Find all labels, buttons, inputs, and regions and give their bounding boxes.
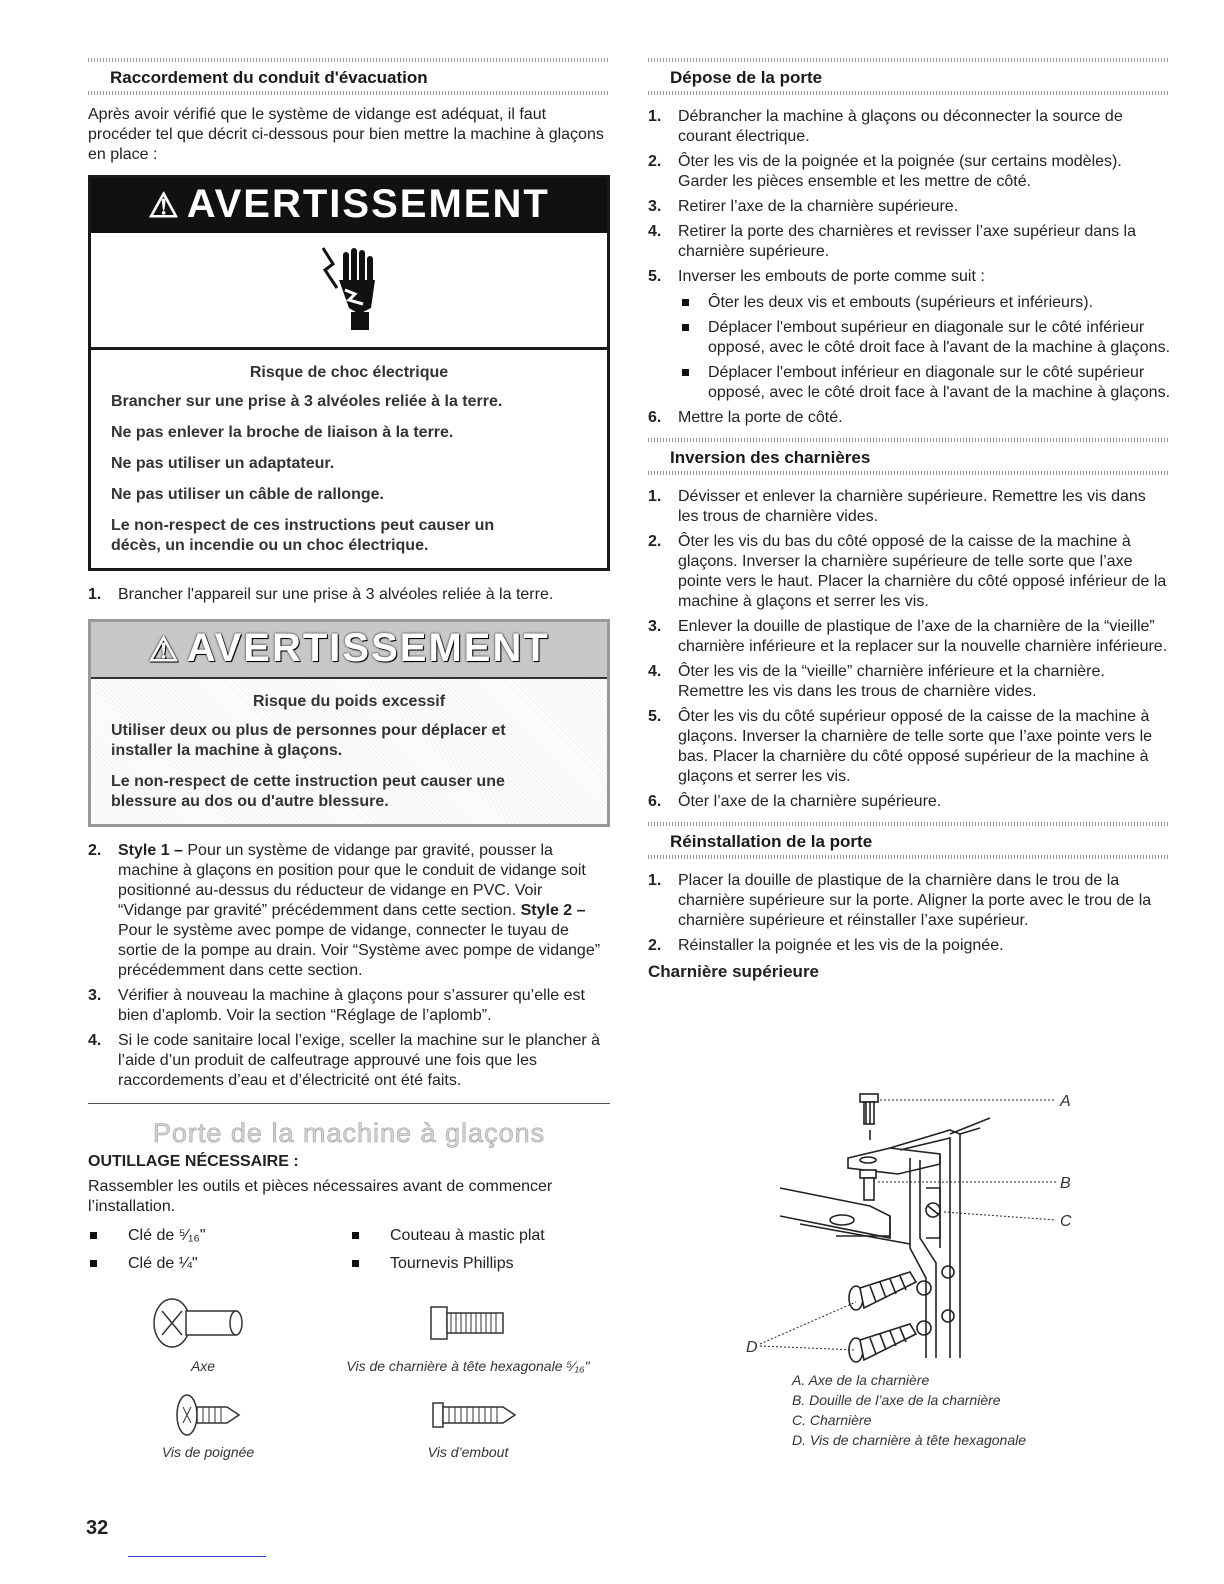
- warning-line: Le non-respect de cette instruction peut causer une blessure au dos ou d'autre blessure.: [111, 773, 505, 810]
- warning-weight: [88, 619, 610, 827]
- part-axe: Axe: [148, 1293, 258, 1374]
- divider: [88, 1103, 610, 1104]
- depose-step: 6. Mettre la porte de côté.: [648, 409, 843, 426]
- intro-paragraph: Après avoir vérifié que le système de vidange est adéquat, il faut procéder tel que décrit ci-dessous pour bien mettre la machine à glaçons en place :: [88, 106, 604, 163]
- legend-item: A. Axe de la charnière: [792, 1372, 930, 1388]
- inversion-step: 6. Ôter l’axe de la charnière supérieure.: [648, 793, 942, 810]
- electric-shock-icon: [91, 233, 607, 350]
- legend-item: B. Douille de l’axe de la charnière: [792, 1392, 1001, 1408]
- depose-substep: Déplacer l'embout inférieur en diagonale sur le côté supérieur opposé, avec le côté droit face à l'avant de la machine à glaçons.: [678, 363, 1170, 403]
- depose-step: 4. Retirer la porte des charnières et revisser l’axe supérieur dans la charnière supérieure.: [648, 223, 1136, 260]
- tool-item: Clé de ¼": [88, 1255, 350, 1273]
- figure-label-d: D: [746, 1339, 758, 1356]
- tools-intro: Rassembler les outils et pièces nécessaires avant de commencer l’installation.: [88, 1178, 553, 1215]
- warning-header: ⚠ AVERTISSEMENT: [91, 178, 607, 233]
- inversion-step: 5. Ôter les vis du côté supérieur opposé de la caisse de la machine à glaçons. Inverser la charnière de telle sorte que l’axe pointe vers le bas. Placer la charnière du côté opposé supérieur de la machine à glaçons et serrer les vis.: [648, 708, 1153, 785]
- step-3: 3. Vérifier à nouveau la machine à glaçons pour s’assurer qu’elle est bien d’aplomb. Voir la section “Réglage de l’aplomb”.: [88, 987, 585, 1024]
- legend-item: D. Vis de charnière à tête hexagonale: [792, 1432, 1027, 1448]
- tool-item: Tournevis Phillips: [350, 1255, 610, 1273]
- figure-legend: [792, 1370, 1026, 1450]
- warning-line: Utiliser deux ou plus de personnes pour déplacer et installer la machine à glaçons.: [111, 722, 506, 759]
- inversion-step: 4. Ôter les vis de la “vieille” charnière inférieure et la charnière. Remettre les vis dans les trous de charnière vides.: [648, 663, 1105, 700]
- part-hex-screw: Vis de charnière à tête hexagonale ⁵⁄₁₆": [318, 1293, 618, 1374]
- legend-item: C. Charnière: [792, 1412, 872, 1428]
- warning-line: Ne pas enlever la broche de liaison à la terre.: [111, 424, 454, 441]
- tools-list: [88, 1227, 610, 1273]
- inversion-step: 3. Enlever la douille de plastique de l’axe de la charnière de la “vieille” charnière inférieure et la replacer sur la nouvelle charnière inférieure.: [648, 618, 1168, 655]
- warning-line: Brancher sur une prise à 3 alvéoles reliée à la terre.: [111, 393, 503, 410]
- warning-subtitle: Risque de choc électrique: [249, 364, 449, 381]
- section-title-inversion: Inversion des charnières: [648, 438, 1170, 475]
- tool-item: Couteau à mastic plat: [350, 1227, 610, 1245]
- handle-screw-icon: [153, 1389, 263, 1441]
- step-4: 4. Si le code sanitaire local l’exige, sceller la machine sur le plancher à l’aide d’un produit de calfeutrage approuvé une fois que les raccordements d’eau et d’électricité ont été faits.: [88, 1032, 601, 1089]
- depose-step: 5. Inverser les embouts de porte comme suit : Ôter les deux vis et embouts (supérieurs et inférieurs). Déplacer l'embout supérieur en diagonale sur le côté inférieur opposé, avec le côté droit face à l'avant de la machine à glaçons. Déplacer l'embout inférieur en diagonale sur le côté supérieur opposé, avec le côté droit face à l'avant de la machine à glaçons.: [648, 268, 1171, 401]
- hinge-diagram: [740, 1088, 1080, 1363]
- reinstall-step: 2. Réinstaller la poignée et les vis de la poignée.: [648, 937, 1004, 954]
- left-column: [88, 58, 610, 1493]
- figure-label-c: C: [1060, 1213, 1072, 1230]
- part-end-screw: Vis d’embout: [388, 1389, 548, 1460]
- reinstall-step: 1. Placer la douille de plastique de la charnière dans le trou de la charnière supérieure sur la porte. Aligner la porte avec le trou de la charnière supérieure et réinstaller l’axe supérieur.: [648, 872, 1152, 929]
- warning-line: Ne pas utiliser un câble de rallonge.: [111, 486, 384, 503]
- figure-label-a: A: [1060, 1093, 1071, 1110]
- depose-substep: Ôter les deux vis et embouts (supérieurs et inférieurs).: [678, 293, 1170, 313]
- warning-subtitle: Risque du poids excessif: [252, 693, 446, 710]
- tools-heading: OUTILLAGE NÉCESSAIRE :: [88, 1153, 299, 1170]
- page-number: 32: [86, 1517, 109, 1539]
- depose-step: 2. Ôter les vis de la poignée et la poignée (sur certains modèles). Garder les pièces ensemble et les mettre de côté.: [648, 153, 1122, 190]
- part-handle-screw: Vis de poignée: [138, 1389, 278, 1460]
- hex-screw-icon: [413, 1293, 523, 1355]
- figure-label-b: B: [1060, 1175, 1071, 1192]
- tool-item: Clé de ⁵⁄₁₆": [88, 1227, 350, 1245]
- step-2: 2. Style 1 – Pour un système de vidange par gravité, pousser la machine à glaçons en position pour que le conduit de vidange soit positionné au-dessus du réducteur de vidange en PVC. Voir “Vidange par gravité” précédemment dans cette section. Style 2 – Pour le système avec pompe de vidange, connecter le tuyau de sortie de la pompe au drain. Voir “Système avec pompe de vidange” précédemment dans cette section.: [88, 842, 601, 979]
- warning-triangle-icon: ⚠: [148, 631, 181, 669]
- step-1: 1. Brancher l'appareil sur une prise à 3 alvéoles reliée à la terre.: [88, 586, 554, 603]
- section-title-reinstall: Réinstallation de la porte: [648, 822, 1170, 859]
- depose-step: 1. Débrancher la machine à glaçons ou déconnecter la source de courant électrique.: [648, 108, 1123, 145]
- warning-line: Ne pas utiliser un adaptateur.: [111, 455, 335, 472]
- warning-line: Le non-respect de ces instructions peut causer un décès, un incendie ou un choc électrique.: [111, 517, 495, 554]
- inversion-step: 2. Ôter les vis du bas du côté opposé de la caisse de la machine à glaçons. Inverser la charnière supérieure de telle sorte que l’axe pointe vers le haut. Placer la charnière du côté opposé inférieur de la machine à glaçons et serrer les vis.: [648, 533, 1167, 610]
- parts-illustrations: [88, 1293, 610, 1493]
- section-title-drain: Raccordement du conduit d'évacuation: [88, 58, 610, 95]
- section-title-depose: Dépose de la porte: [648, 58, 1170, 95]
- figure-title: Charnière supérieure: [648, 962, 820, 981]
- depose-substep: Déplacer l'embout supérieur en diagonale sur le côté inférieur opposé, avec le côté droit face à l'avant de la machine à glaçons.: [678, 318, 1170, 358]
- warning-triangle-icon: ⚠: [148, 187, 181, 225]
- warning-electric: [88, 175, 610, 571]
- door-section-title: Porte de la machine à glaçons: [152, 1118, 546, 1148]
- footer-line: [128, 1556, 266, 1557]
- depose-step: 3. Retirer l’axe de la charnière supérieure.: [648, 198, 959, 215]
- right-column: [648, 58, 1170, 982]
- warning-header: ⚠ AVERTISSEMENT: [91, 622, 607, 679]
- end-screw-icon: [403, 1389, 533, 1441]
- axe-icon: [148, 1293, 258, 1355]
- inversion-step: 1. Dévisser et enlever la charnière supérieure. Remettre les vis dans les trous de charnière vides.: [648, 488, 1146, 525]
